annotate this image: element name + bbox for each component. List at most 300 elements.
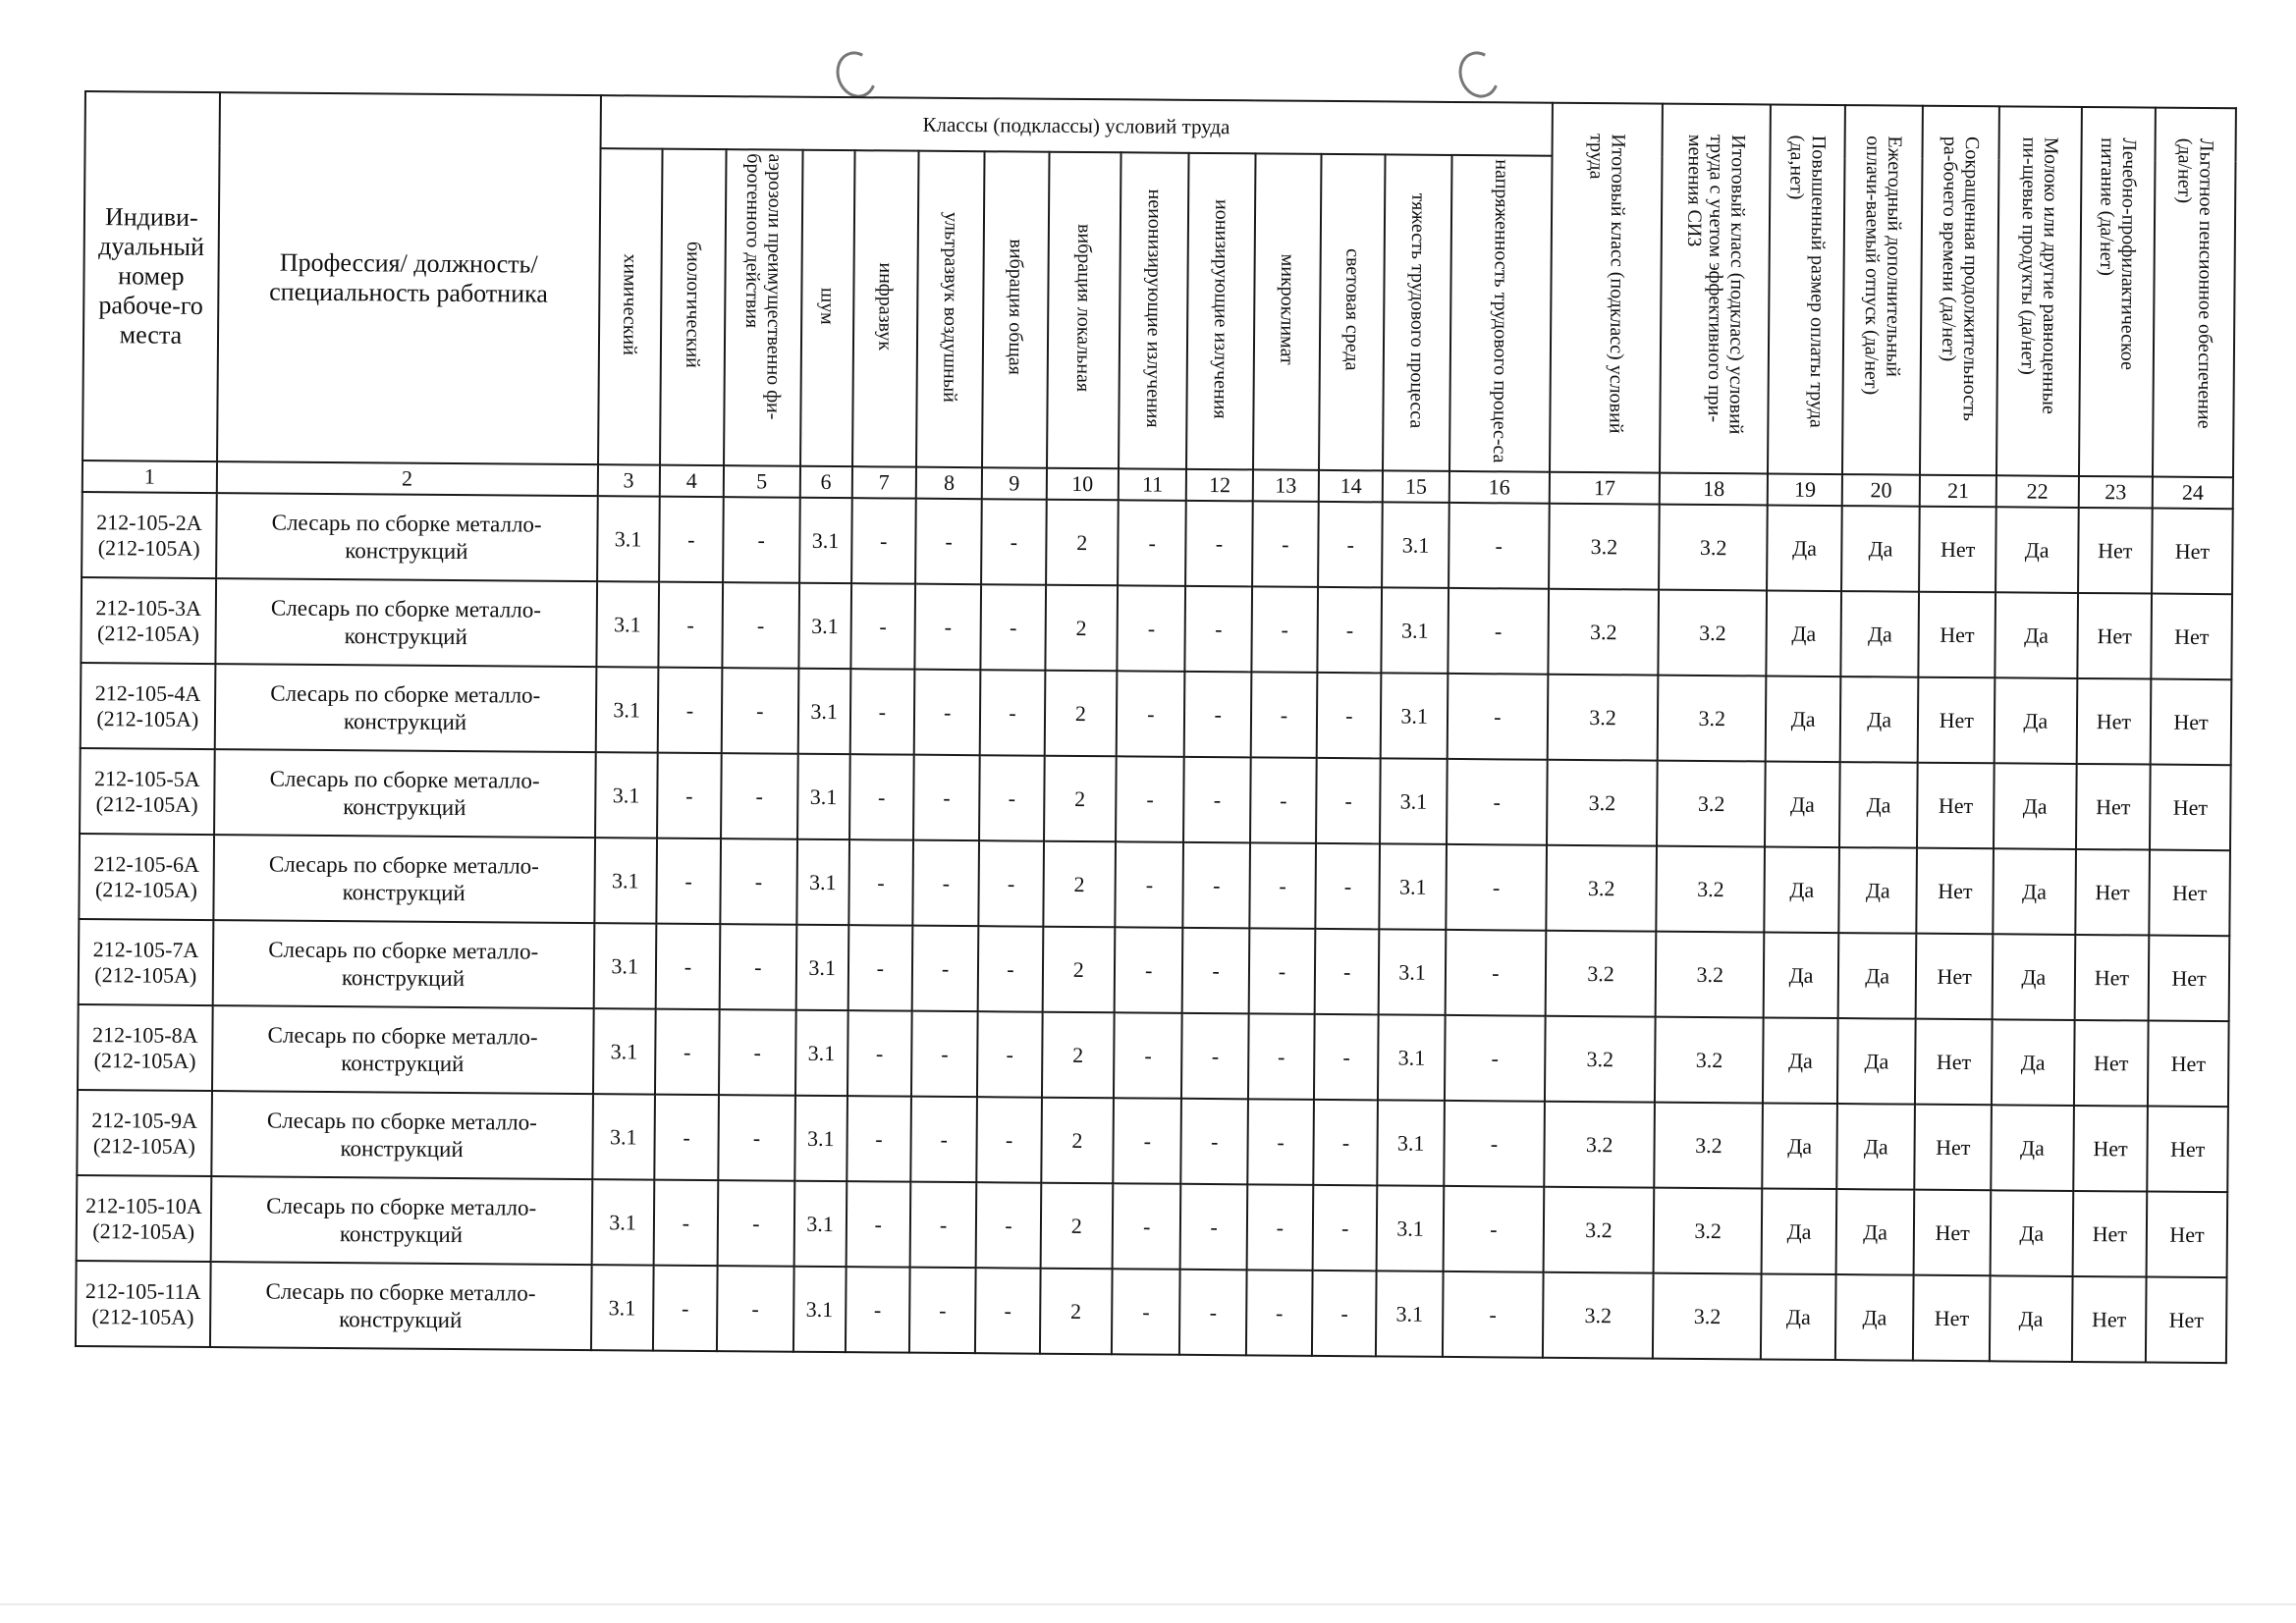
result-cell: Да xyxy=(1993,934,2075,1020)
column-number: 2 xyxy=(217,461,598,496)
factor-class-cell: - xyxy=(914,584,981,671)
factor-class-cell: - xyxy=(977,1097,1042,1183)
factor-class-cell: - xyxy=(1448,588,1549,675)
result-cell: Нет xyxy=(2148,1021,2228,1108)
column-number: 7 xyxy=(851,466,916,499)
result-cell: 3.2 xyxy=(1543,1272,1654,1359)
factor-class-cell: - xyxy=(977,1011,1042,1098)
factor-class-cell: - xyxy=(1182,928,1249,1014)
result-cell: Да xyxy=(1837,1018,1916,1105)
result-cell: Нет xyxy=(2149,936,2229,1022)
factor-class-cell: - xyxy=(980,670,1045,756)
factor-class-cell: - xyxy=(975,1268,1040,1354)
result-cell: 3.2 xyxy=(1657,846,1766,933)
result-cell: Нет xyxy=(2073,1106,2148,1192)
factor-class-cell: 3.1 xyxy=(1380,843,1447,930)
factor-class-cell: - xyxy=(1251,586,1318,673)
factor-class-cell: - xyxy=(1117,671,1185,757)
result-cell: Нет xyxy=(2150,765,2230,851)
result-cell: Да xyxy=(1762,1188,1836,1274)
factor-class-cell: 3.1 xyxy=(1382,587,1449,674)
column-number: 14 xyxy=(1319,470,1384,503)
factor-class-cell: - xyxy=(1186,501,1253,587)
factor-class-cell: - xyxy=(1183,842,1250,929)
result-cell: Нет xyxy=(2074,935,2149,1021)
workplace-number: 212-105-7А (212-105А) xyxy=(79,919,213,1005)
table-row xyxy=(78,1004,2229,1107)
factor-class-cell: 3.1 xyxy=(797,669,850,754)
header-result: Повышенный размер оплаты труда (да,нет) xyxy=(1768,104,1844,474)
factor-class-cell: - xyxy=(981,499,1046,585)
factor-class-cell: 3.1 xyxy=(594,838,657,923)
factor-class-cell: - xyxy=(1113,1183,1181,1270)
result-cell: 3.2 xyxy=(1655,1017,1764,1104)
factor-class-cell: - xyxy=(979,840,1044,927)
result-cell: Да xyxy=(1838,933,1917,1019)
profession-name: Слесарь по сборке металло-конструкций xyxy=(215,578,596,667)
result-cell: Нет xyxy=(2150,850,2230,937)
column-number: 12 xyxy=(1186,469,1253,502)
factor-class-cell: 3.1 xyxy=(1377,1185,1444,1271)
table-row xyxy=(77,1175,2228,1277)
table-body xyxy=(76,492,2233,1363)
factor-class-cell: 2 xyxy=(1042,1012,1115,1099)
factor-class-cell: - xyxy=(1248,928,1315,1014)
factor-class-cell: 2 xyxy=(1046,500,1119,586)
result-cell: 3.2 xyxy=(1547,760,1658,846)
factor-class-cell: - xyxy=(720,924,796,1010)
result-cell: Да xyxy=(1995,507,2078,593)
factor-class-cell: - xyxy=(657,668,722,754)
column-number: 18 xyxy=(1660,473,1768,506)
result-cell: Нет xyxy=(2147,1192,2227,1278)
header-factor: ионизирующие излучения xyxy=(1186,153,1255,470)
factor-class-cell: 3.1 xyxy=(1383,502,1449,588)
workplace-number: 212-105-10А (212-105А) xyxy=(77,1175,211,1262)
factor-class-cell: - xyxy=(722,668,798,754)
result-cell: Нет xyxy=(1914,1190,1991,1276)
column-number: 8 xyxy=(916,467,983,500)
result-cell: 3.2 xyxy=(1544,1187,1655,1273)
factor-class-cell: - xyxy=(1318,587,1383,674)
factor-class-cell: 3.1 xyxy=(793,1181,847,1267)
factor-class-cell: - xyxy=(913,755,980,841)
table-row xyxy=(80,748,2231,850)
factor-class-cell: 3.1 xyxy=(795,1010,848,1096)
factor-class-cell: 3.1 xyxy=(591,1179,654,1265)
result-cell: 3.2 xyxy=(1548,675,1659,761)
result-cell: Да xyxy=(1992,1019,2074,1106)
factor-class-cell: 3.1 xyxy=(595,752,658,838)
factor-class-cell: 2 xyxy=(1045,585,1118,672)
workplace-number: 212-105-6А (212-105А) xyxy=(79,834,213,920)
column-number: 11 xyxy=(1119,468,1187,501)
header-factor: ультразвук воздушный xyxy=(916,151,985,468)
result-cell: Да xyxy=(1993,848,2075,935)
result-cell: Да xyxy=(1990,1275,2072,1362)
factor-class-cell: - xyxy=(847,1096,911,1182)
column-number: 23 xyxy=(2078,476,2153,509)
result-cell: 3.2 xyxy=(1656,932,1765,1018)
column-number: 22 xyxy=(1996,475,2079,508)
result-cell: Нет xyxy=(2152,509,2232,595)
factor-class-cell: - xyxy=(910,1182,977,1269)
factor-class-cell: - xyxy=(654,1095,719,1181)
factor-class-cell: - xyxy=(1312,1271,1377,1357)
table-row xyxy=(79,834,2230,936)
factor-class-cell: - xyxy=(1183,757,1250,843)
column-number: 5 xyxy=(724,465,800,498)
result-cell: Да xyxy=(1766,676,1840,762)
column-number: 3 xyxy=(597,464,660,496)
factor-class-cell: - xyxy=(1313,1185,1378,1271)
result-cell: Да xyxy=(1840,591,1919,677)
column-number: 17 xyxy=(1550,472,1660,505)
factor-class-cell: - xyxy=(847,1010,912,1097)
factor-class-cell: - xyxy=(1180,1184,1247,1271)
result-cell: Нет xyxy=(1918,677,1995,764)
factor-class-cell: - xyxy=(1113,1098,1181,1184)
factor-class-cell: - xyxy=(1117,585,1185,672)
working-conditions-table xyxy=(75,90,2237,1364)
factor-class-cell: - xyxy=(1118,500,1186,586)
header-factor: вибрация локальная xyxy=(1047,152,1121,469)
header-factor: вибрация общая xyxy=(982,151,1049,468)
factor-class-cell: - xyxy=(1250,757,1317,843)
result-cell: Да xyxy=(1765,761,1839,847)
result-cell: 3.2 xyxy=(1545,1016,1656,1103)
header-workplace-number: Индиви-дуальный номер рабоче-го места xyxy=(82,91,220,461)
factor-class-cell: - xyxy=(1317,673,1382,759)
profession-name: Слесарь по сборке металло-конструкций xyxy=(214,749,595,838)
factor-class-cell: 2 xyxy=(1041,1098,1114,1184)
result-cell: Да xyxy=(1763,1017,1837,1104)
profession-name: Слесарь по сборке металло-конструкций xyxy=(212,920,593,1008)
result-cell: Нет xyxy=(1915,1105,1992,1191)
factor-class-cell: - xyxy=(911,1011,978,1098)
result-cell: Нет xyxy=(2076,764,2151,850)
header-result: Итоговый класс (подкласс) условий труда xyxy=(1550,103,1663,473)
result-cell: Да xyxy=(1767,505,1841,591)
factor-class-cell: - xyxy=(1248,1013,1315,1100)
factor-class-cell: 3.1 xyxy=(794,1096,847,1181)
column-number: 10 xyxy=(1046,468,1119,501)
result-cell: 3.2 xyxy=(1659,590,1768,676)
factor-class-cell: 2 xyxy=(1040,1269,1113,1355)
factor-class-cell: - xyxy=(1445,1015,1546,1102)
result-cell: 3.2 xyxy=(1653,1273,1762,1360)
factor-class-cell: - xyxy=(846,1181,910,1268)
factor-class-cell: - xyxy=(1246,1184,1313,1271)
column-number: 19 xyxy=(1768,473,1842,506)
factor-class-cell: - xyxy=(1184,672,1251,758)
factor-class-cell: - xyxy=(1181,1013,1248,1100)
table-row xyxy=(81,577,2232,679)
factor-class-cell: 3.1 xyxy=(596,581,659,667)
table-row xyxy=(82,492,2233,594)
factor-class-cell: - xyxy=(1181,1099,1248,1185)
result-cell: Нет xyxy=(1916,934,1993,1020)
punch-hole-mark xyxy=(1452,46,1505,104)
result-cell: Нет xyxy=(2151,679,2231,766)
profession-name: Слесарь по сборке металло-конструкций xyxy=(211,1091,592,1179)
factor-class-cell: - xyxy=(979,755,1044,841)
column-number: 21 xyxy=(1920,475,1996,508)
factor-class-cell: - xyxy=(1318,502,1383,588)
result-cell: 3.2 xyxy=(1549,504,1660,590)
result-cell: Нет xyxy=(1920,507,1996,593)
factor-class-cell: - xyxy=(1247,1099,1314,1185)
result-cell: Да xyxy=(1838,847,1917,934)
factor-class-cell: - xyxy=(909,1268,976,1354)
result-cell: Нет xyxy=(2078,508,2153,594)
workplace-number: 212-105-3А (212-105А) xyxy=(81,577,215,664)
factor-class-cell: - xyxy=(914,670,981,756)
result-cell: 3.2 xyxy=(1544,1102,1655,1188)
result-cell: 3.2 xyxy=(1654,1103,1763,1189)
factor-class-cell: 3.1 xyxy=(795,925,848,1010)
punch-hole-mark xyxy=(830,46,883,104)
profession-name: Слесарь по сборке металло-конструкций xyxy=(210,1262,591,1350)
factor-class-cell: - xyxy=(1114,1012,1182,1099)
header-factor: биологический xyxy=(660,149,727,466)
column-number: 9 xyxy=(982,467,1047,500)
factor-class-cell: - xyxy=(849,669,914,755)
factor-class-cell: - xyxy=(721,753,797,839)
result-cell: Да xyxy=(1835,1274,1914,1361)
factor-class-cell: 3.1 xyxy=(798,583,851,669)
factor-class-cell: 3.1 xyxy=(595,667,658,752)
result-cell: Да xyxy=(1991,1190,2073,1276)
result-cell: Да xyxy=(1835,1189,1914,1275)
factor-class-cell: - xyxy=(1115,841,1183,928)
result-cell: Нет xyxy=(2074,1020,2149,1107)
header-result: Сокращенная продолжительность ра-бочего времени (да/нет) xyxy=(1920,106,1998,476)
result-cell: Нет xyxy=(1913,1275,1990,1362)
factor-class-cell: - xyxy=(1446,844,1547,931)
factor-class-cell: 3.1 xyxy=(592,1094,655,1179)
factor-class-cell: - xyxy=(719,1009,795,1096)
result-cell: Да xyxy=(1767,590,1841,676)
factor-class-cell: - xyxy=(659,497,724,583)
table-row xyxy=(81,663,2232,765)
factor-class-cell: - xyxy=(1252,501,1319,587)
column-number: 15 xyxy=(1383,470,1449,503)
header-result: Молоко или другие равноценные пи-щевые продукты (да/нет) xyxy=(1996,106,2082,476)
result-cell: 3.2 xyxy=(1654,1188,1763,1274)
result-cell: Нет xyxy=(1915,1019,1992,1106)
header-factor: напряженность трудового процес-са xyxy=(1449,155,1553,472)
factor-class-cell: 2 xyxy=(1042,927,1115,1013)
factor-class-cell: 3.1 xyxy=(799,498,852,583)
result-cell: Нет xyxy=(2072,1276,2147,1363)
factor-class-cell: - xyxy=(655,1009,720,1096)
factor-class-cell: - xyxy=(1447,674,1548,760)
factor-class-cell: 3.1 xyxy=(597,496,660,581)
result-cell: Да xyxy=(1763,1103,1837,1189)
result-cell: Нет xyxy=(2147,1107,2227,1193)
factor-class-cell: - xyxy=(1313,1100,1378,1186)
column-number: 20 xyxy=(1842,474,1921,507)
factor-class-cell: - xyxy=(850,583,915,670)
factor-class-cell: - xyxy=(1447,759,1548,845)
header-factor: аэрозоли преимущественно фи-брогенного действия xyxy=(724,149,802,466)
factor-class-cell: - xyxy=(846,1267,910,1353)
workplace-number: 212-105-9А (212-105А) xyxy=(77,1090,211,1176)
header-factor: инфразвук xyxy=(852,150,919,467)
scan-edge xyxy=(0,1603,2296,1605)
factor-class-cell: - xyxy=(723,497,799,583)
result-cell: 3.2 xyxy=(1657,761,1766,847)
factor-class-cell: 3.1 xyxy=(590,1265,653,1350)
table-row xyxy=(77,1090,2228,1192)
factor-class-cell: 3.1 xyxy=(1376,1271,1443,1357)
factor-class-cell: - xyxy=(717,1266,793,1352)
result-cell: Да xyxy=(1836,1104,1915,1190)
factor-class-cell: - xyxy=(915,499,982,585)
factor-class-cell: - xyxy=(658,582,723,669)
result-cell: 3.2 xyxy=(1546,845,1657,932)
column-number: 13 xyxy=(1253,469,1320,502)
result-cell: Да xyxy=(1994,763,2076,849)
factor-class-cell: 3.1 xyxy=(593,923,656,1008)
header-result: Ежегодный дополнительный оплачи-ваемый отпуск (да/нет) xyxy=(1842,105,1924,475)
profession-name: Слесарь по сборке металло-конструкций xyxy=(216,493,597,581)
header-result: Лечебно-профилактическое питание (да/нет) xyxy=(2079,107,2156,477)
table-row xyxy=(79,919,2230,1021)
factor-class-cell: - xyxy=(657,753,722,839)
factor-class-cell: 2 xyxy=(1040,1183,1113,1270)
result-cell: Нет xyxy=(1917,848,1994,935)
profession-name: Слесарь по сборке металло-конструкций xyxy=(213,835,594,923)
result-cell: Да xyxy=(1764,932,1838,1018)
workplace-number: 212-105-2А (212-105А) xyxy=(82,492,216,578)
result-cell: Да xyxy=(1995,592,2077,678)
factor-class-cell: - xyxy=(1116,756,1184,842)
header-factor: химический xyxy=(598,148,663,464)
profession-name: Слесарь по сборке металло-конструкций xyxy=(212,1005,593,1094)
factor-class-cell: - xyxy=(1112,1269,1180,1355)
result-cell: Нет xyxy=(2152,594,2232,680)
factor-class-cell: 3.1 xyxy=(1378,1014,1445,1101)
result-cell: Нет xyxy=(2072,1191,2147,1277)
factor-class-cell: - xyxy=(1449,503,1550,589)
result-cell: Нет xyxy=(2077,593,2152,679)
header-factor: тяжесть трудового процесса xyxy=(1383,154,1451,471)
workplace-number: 212-105-11А (212-105А) xyxy=(76,1261,210,1347)
document-sheet xyxy=(75,90,2237,1364)
factor-class-cell: 3.1 xyxy=(793,1267,847,1352)
factor-class-cell: - xyxy=(976,1182,1041,1269)
header-factor: микроклимат xyxy=(1253,153,1322,470)
factor-class-cell: 3.1 xyxy=(1378,1100,1445,1186)
factor-class-cell: - xyxy=(1315,843,1380,930)
factor-class-cell: - xyxy=(1185,586,1252,673)
profession-name: Слесарь по сборке металло-конструкций xyxy=(214,664,595,752)
factor-class-cell: - xyxy=(655,924,720,1010)
result-cell: Нет xyxy=(2146,1277,2226,1364)
factor-class-cell: 2 xyxy=(1043,841,1116,928)
factor-class-cell: - xyxy=(718,1180,794,1267)
factor-class-cell: - xyxy=(653,1266,718,1352)
factor-class-cell: - xyxy=(978,926,1043,1012)
workplace-number: 212-105-8А (212-105А) xyxy=(78,1004,212,1091)
factor-class-cell: - xyxy=(1250,672,1317,758)
header-profession: Профессия/ должность/ специальность работника xyxy=(217,92,601,464)
factor-class-cell: - xyxy=(1246,1270,1313,1356)
result-cell: Да xyxy=(1995,677,2077,764)
factor-class-cell: - xyxy=(1314,1014,1379,1101)
factor-class-cell: - xyxy=(848,839,913,926)
result-cell: 3.2 xyxy=(1658,676,1767,762)
factor-class-cell: 3.1 xyxy=(1379,929,1446,1015)
result-cell: Да xyxy=(1761,1273,1835,1360)
table-row xyxy=(76,1261,2227,1363)
factor-class-cell: - xyxy=(1315,929,1380,1015)
column-number: 16 xyxy=(1449,471,1550,504)
factor-class-cell: - xyxy=(910,1097,977,1183)
header-result: Льготное пенсионное обеспечение (да/нет) xyxy=(2153,108,2236,478)
profession-name: Слесарь по сборке металло-конструкций xyxy=(210,1176,591,1265)
result-cell: Нет xyxy=(1917,763,1994,849)
factor-class-cell: - xyxy=(849,754,914,840)
result-cell: 3.2 xyxy=(1659,505,1768,591)
factor-class-cell: - xyxy=(912,840,979,927)
result-cell: Да xyxy=(1839,762,1918,848)
result-cell: Нет xyxy=(1919,592,1995,678)
factor-class-cell: - xyxy=(718,1095,794,1181)
column-number: 24 xyxy=(2153,477,2233,510)
result-cell: 3.2 xyxy=(1546,931,1657,1017)
factor-class-cell: 2 xyxy=(1044,671,1117,757)
workplace-number: 212-105-4А (212-105А) xyxy=(81,663,215,749)
factor-class-cell: 3.1 xyxy=(1380,758,1447,844)
result-cell: Да xyxy=(1840,676,1919,763)
result-cell: 3.2 xyxy=(1548,589,1659,676)
factor-class-cell: 3.1 xyxy=(1381,673,1448,759)
factor-class-cell: - xyxy=(1444,1101,1545,1187)
factor-class-cell: - xyxy=(981,584,1046,671)
factor-class-cell: - xyxy=(1443,1271,1544,1358)
result-cell: Нет xyxy=(2075,849,2150,936)
factor-class-cell: - xyxy=(1443,1186,1544,1272)
header-factor: световая среда xyxy=(1319,154,1386,471)
factor-class-cell: - xyxy=(1179,1270,1246,1356)
factor-class-cell: - xyxy=(851,498,916,584)
factor-class-cell: - xyxy=(720,839,796,925)
result-cell: Да xyxy=(1765,846,1839,933)
factor-class-cell: - xyxy=(1316,758,1381,844)
factor-class-cell: - xyxy=(1249,842,1316,929)
factor-class-cell: - xyxy=(722,582,798,669)
header-result: Итоговый класс (подкласс) условий труда с учетом эффективного при-менения СИЗ xyxy=(1660,104,1771,474)
header-factor: шум xyxy=(800,150,855,466)
result-cell: Да xyxy=(1991,1105,2073,1191)
factor-class-cell: 3.1 xyxy=(796,839,849,925)
result-cell: Нет xyxy=(2076,678,2151,765)
factor-class-cell: 3.1 xyxy=(592,1008,655,1094)
factor-class-cell: - xyxy=(656,839,721,925)
header-factor: неионизирующие излучения xyxy=(1119,152,1189,469)
factor-class-cell: - xyxy=(847,925,912,1011)
factor-class-cell: - xyxy=(1445,930,1546,1016)
header-working-conditions-classes: Классы (подклассы) условий труда xyxy=(600,95,1553,156)
factor-class-cell: - xyxy=(1115,927,1183,1013)
column-number: 4 xyxy=(660,465,725,498)
factor-class-cell: - xyxy=(912,926,979,1012)
factor-class-cell: - xyxy=(653,1180,718,1267)
result-cell: Да xyxy=(1841,506,1920,592)
